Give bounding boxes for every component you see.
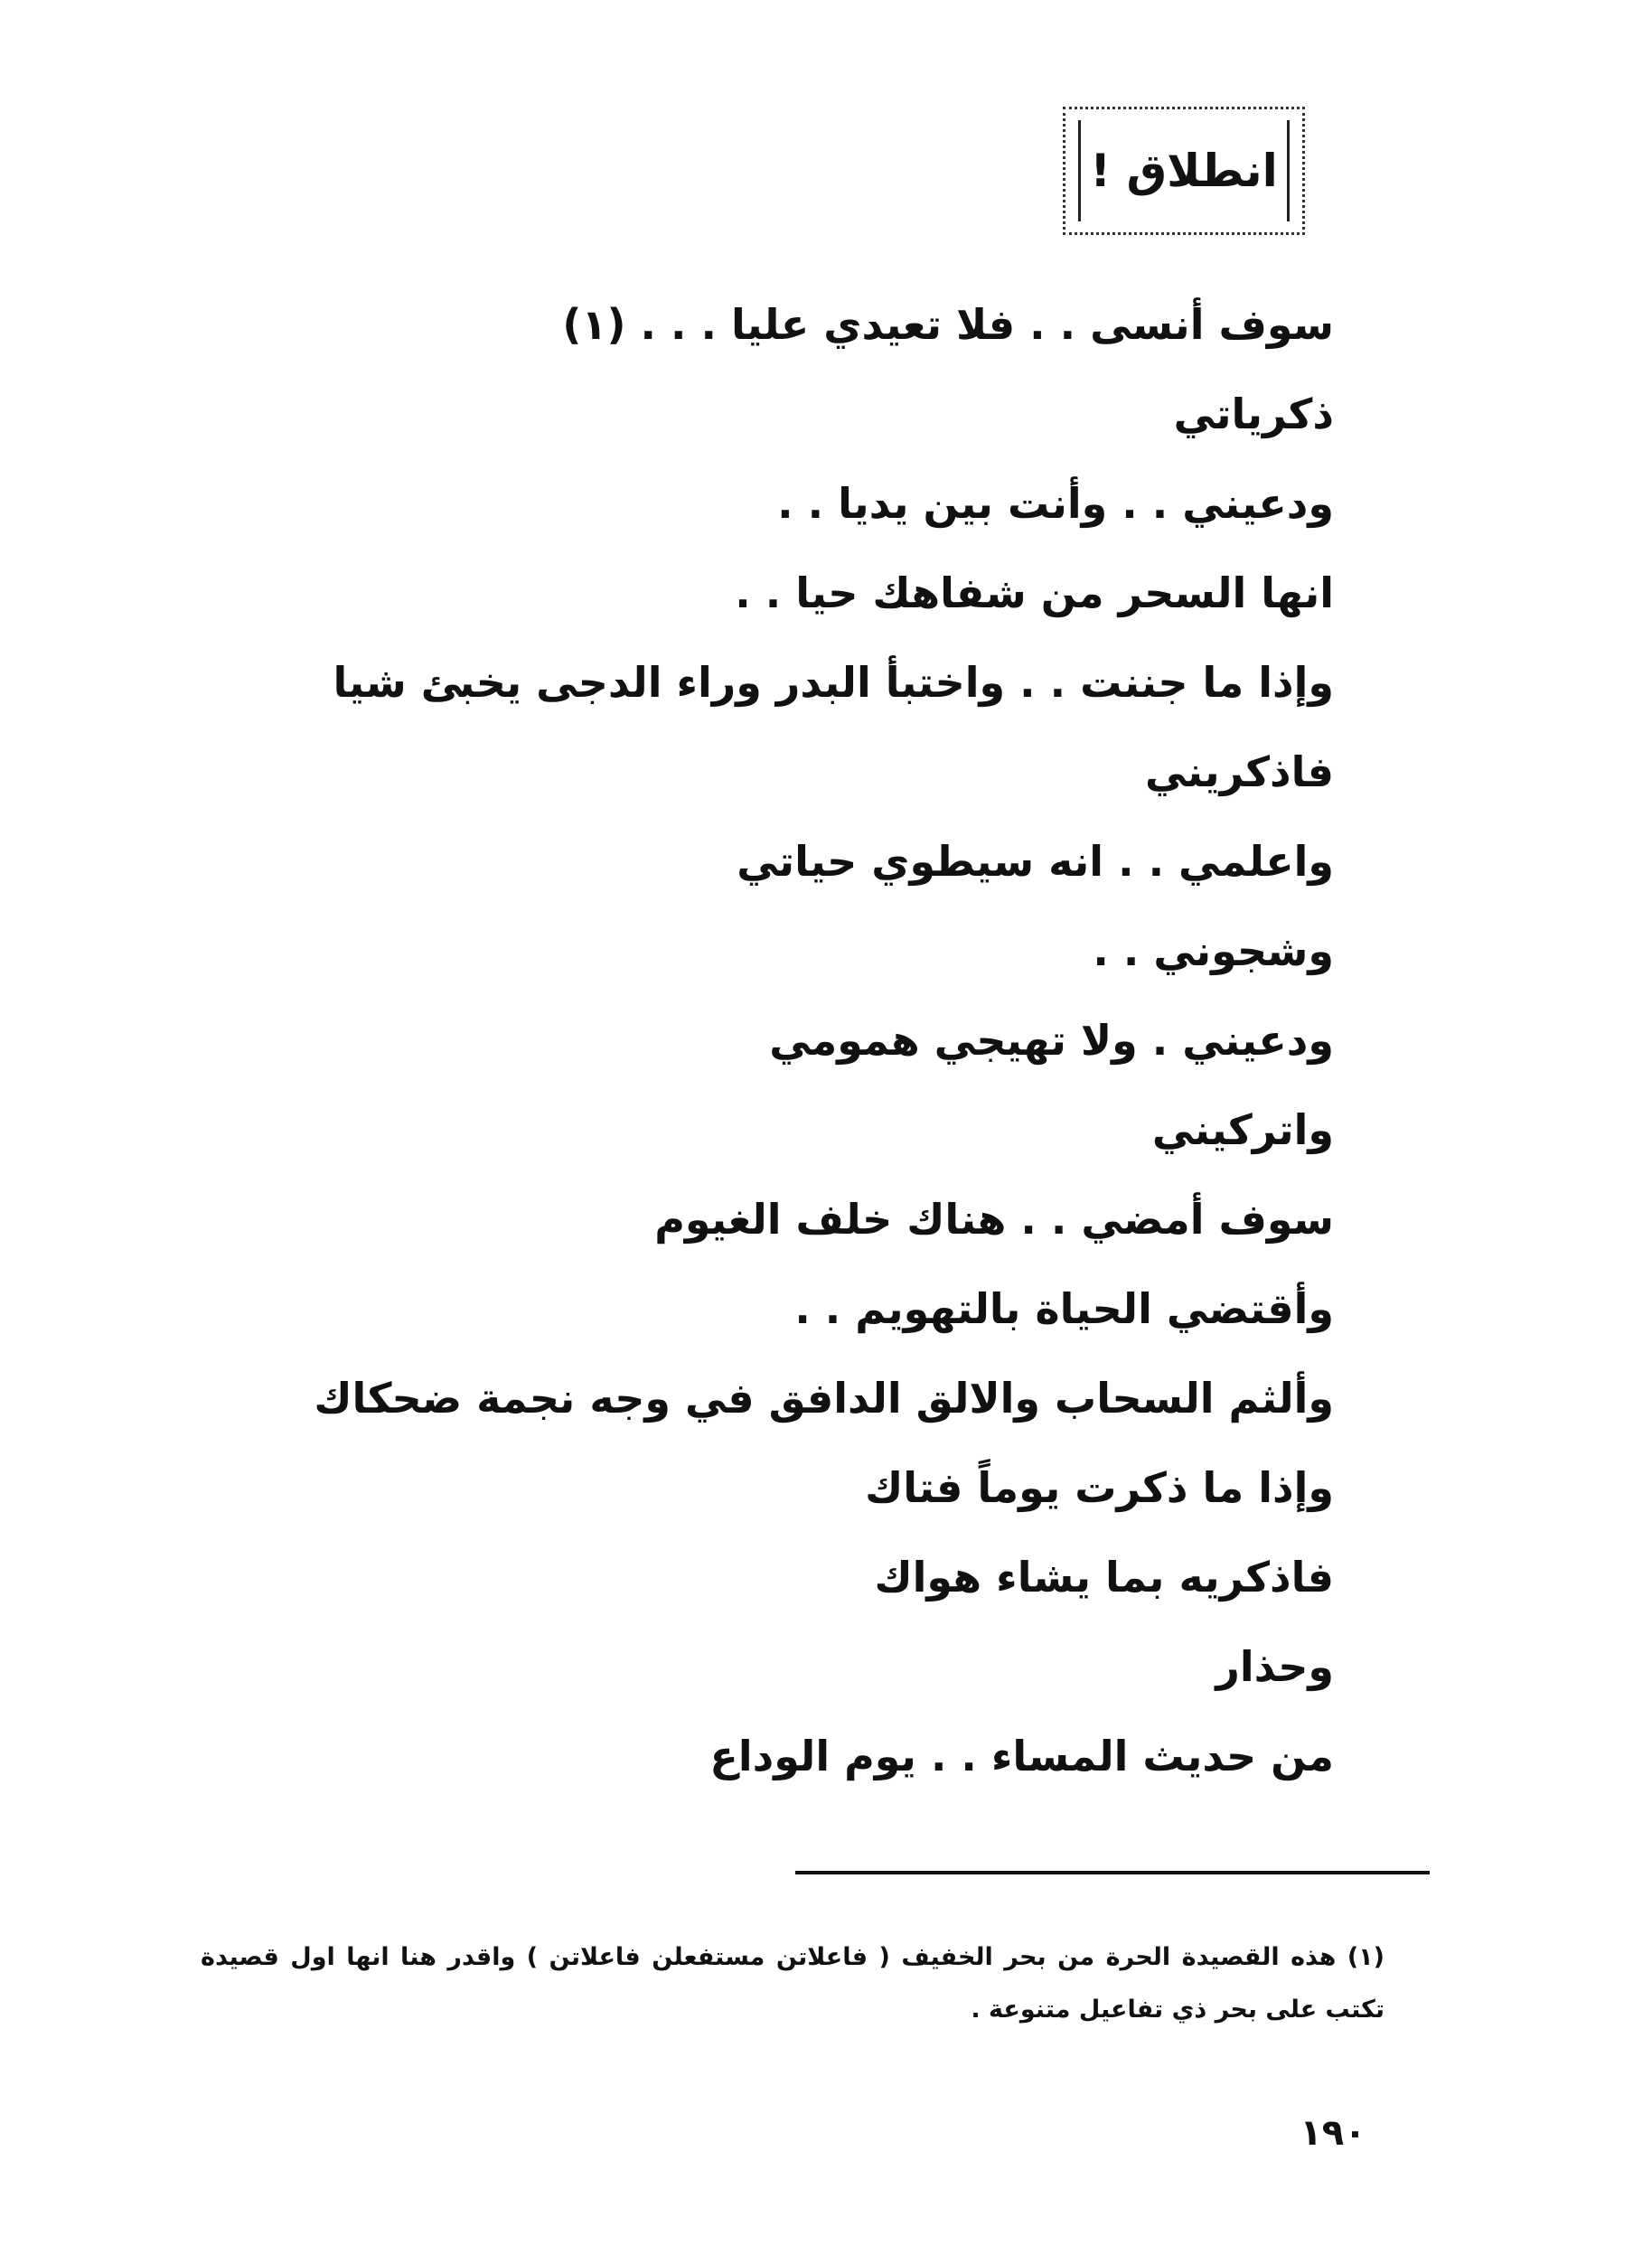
poem-line: وإذا ما جننت . . واختبأ البدر وراء الدجى يخبئ شيا — [333, 658, 1334, 707]
title-frame — [1063, 107, 1305, 235]
poem-title: انطلاق ! — [1090, 145, 1278, 197]
poem-line: من حديث المساء . . يوم الوداع — [709, 1732, 1334, 1780]
footnote-divider — [795, 1871, 1430, 1874]
poem-line: فاذكريه بما يشاء هواك — [874, 1553, 1334, 1602]
poem-line: وألثم السحاب والالق الدافق في وجه نجمة ضحكاك — [314, 1374, 1334, 1423]
poem-line: واعلمي . . انه سيطوي حياتي — [737, 837, 1334, 886]
poem-body — [159, 280, 1334, 1801]
poem-line: فاذكريني — [1145, 747, 1334, 796]
poem-line: وحذار — [1216, 1642, 1334, 1691]
footnote: (١) هذه القصيدة الحرة من بحر الخفيف ( فاعلاتن مستفعلن فاعلاتن ) واقدر هنا انها اول قصيدة تكتب على بحر ذي تفاعيل متنوعة . — [201, 1943, 1384, 2024]
poem-line: وأقتضي الحياة بالتهويم . . — [794, 1284, 1334, 1333]
title-frame-inner — [1078, 120, 1290, 221]
poem-line: ودعيني . ولا تهيجي همومي — [769, 1016, 1334, 1065]
poem-line: ذكرياتي — [1173, 390, 1334, 438]
page-number: ١٩٠ — [1300, 2112, 1366, 2154]
poem-line: ودعيني . . وأنت بين يديا . . — [777, 479, 1334, 528]
poem-line: سوف أنسى . . فلا تعيدي عليا . . . (١) — [562, 300, 1334, 349]
poem-line: وشجوني . . — [1093, 926, 1334, 975]
poem-line: سوف أمضي . . هناك خلف الغيوم — [654, 1195, 1334, 1244]
poem-line: واتركيني — [1151, 1105, 1334, 1154]
poem-line: وإذا ما ذكرت يوماً فتاك — [865, 1463, 1334, 1512]
poem-line: انها السحر من شفاهك حيا . . — [735, 568, 1334, 617]
